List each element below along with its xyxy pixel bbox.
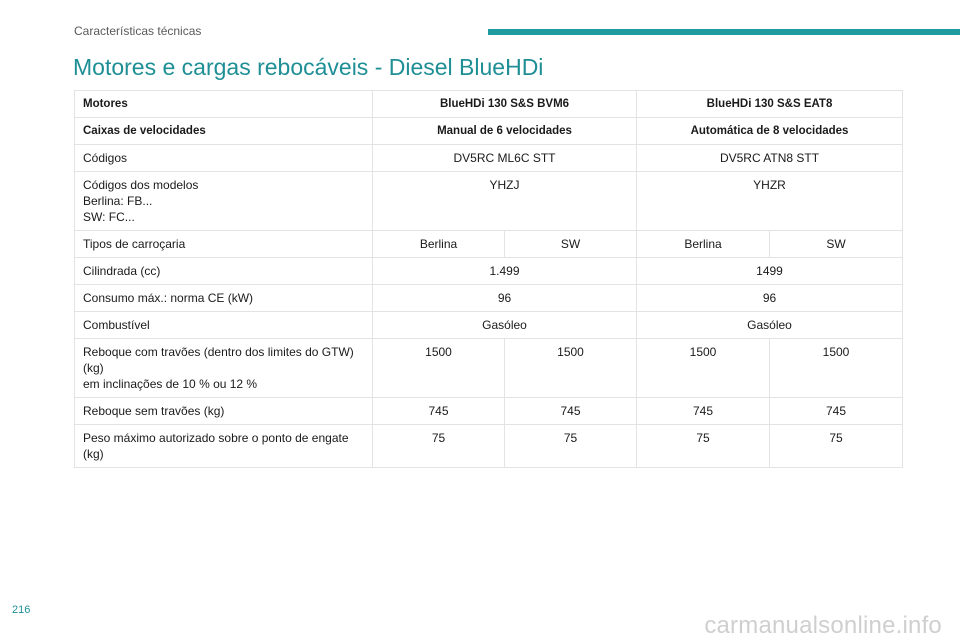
table-cell: 1499 bbox=[637, 258, 903, 285]
table-cell: 75 bbox=[505, 425, 637, 468]
table-row bbox=[75, 312, 903, 339]
table-cell: YHZR bbox=[637, 172, 903, 231]
table-cell: SW bbox=[770, 231, 903, 258]
row-label: Reboque sem travões (kg) bbox=[75, 398, 373, 425]
row-label: Tipos de carroçaria bbox=[75, 231, 373, 258]
row-label bbox=[75, 425, 373, 468]
row-label: Combustível bbox=[75, 312, 373, 339]
table-cell: 1500 bbox=[373, 339, 505, 398]
table-row bbox=[75, 258, 903, 285]
table-cell: Automática de 8 velocidades bbox=[637, 118, 903, 145]
table-cell: 745 bbox=[373, 398, 505, 425]
row-label bbox=[75, 172, 373, 231]
row-label-line: em inclinações de 10 % ou 12 % bbox=[83, 377, 258, 391]
section-label: Características técnicas bbox=[74, 24, 202, 38]
table-row bbox=[75, 172, 903, 231]
table-cell: Gasóleo bbox=[373, 312, 637, 339]
table-cell: 96 bbox=[637, 285, 903, 312]
row-label bbox=[75, 339, 373, 398]
row-label-line: (kg) bbox=[83, 447, 104, 461]
table-row bbox=[75, 91, 903, 118]
table-cell: 745 bbox=[770, 398, 903, 425]
table-cell: DV5RC ATN8 STT bbox=[637, 145, 903, 172]
table-row bbox=[75, 425, 903, 468]
row-label: Consumo máx.: norma CE (kW) bbox=[75, 285, 373, 312]
table-cell: BlueHDi 130 S&S BVM6 bbox=[373, 91, 637, 118]
row-label: Motores bbox=[75, 91, 373, 118]
row-label-line: SW: FC... bbox=[83, 210, 135, 224]
row-label-line: (kg) bbox=[83, 361, 104, 375]
table-cell: 75 bbox=[373, 425, 505, 468]
table-cell: 1500 bbox=[770, 339, 903, 398]
table-cell: YHZJ bbox=[373, 172, 637, 231]
header-accent-bar bbox=[488, 29, 960, 35]
table-row bbox=[75, 118, 903, 145]
row-label-line: Códigos dos modelos bbox=[83, 178, 199, 192]
table-cell: 75 bbox=[637, 425, 770, 468]
row-label-line: Berlina: FB... bbox=[83, 194, 153, 208]
page-number: 216 bbox=[12, 604, 31, 616]
table-cell: 1500 bbox=[637, 339, 770, 398]
watermark: carmanualsonline.info bbox=[704, 612, 942, 639]
table-row bbox=[75, 398, 903, 425]
table-row bbox=[75, 231, 903, 258]
row-label-line: Peso máximo autorizado sobre o ponto de engate bbox=[83, 431, 349, 445]
table-cell: Berlina bbox=[637, 231, 770, 258]
table-cell: BlueHDi 130 S&S EAT8 bbox=[637, 91, 903, 118]
table-cell: Gasóleo bbox=[637, 312, 903, 339]
table-cell: 1500 bbox=[505, 339, 637, 398]
table-row bbox=[75, 339, 903, 398]
row-label-line: Reboque com travões (dentro dos limites do GTW) bbox=[83, 345, 354, 359]
table-cell: 1.499 bbox=[373, 258, 637, 285]
table-cell: 96 bbox=[373, 285, 637, 312]
table-row bbox=[75, 145, 903, 172]
table-cell: 745 bbox=[637, 398, 770, 425]
table-cell: 75 bbox=[770, 425, 903, 468]
page-title: Motores e cargas rebocáveis - Diesel BlueHDi bbox=[73, 54, 544, 80]
table-cell: SW bbox=[505, 231, 637, 258]
table-cell: Manual de 6 velocidades bbox=[373, 118, 637, 145]
table-cell: DV5RC ML6C STT bbox=[373, 145, 637, 172]
table-row bbox=[75, 285, 903, 312]
table-cell: 745 bbox=[505, 398, 637, 425]
table-cell: Berlina bbox=[373, 231, 505, 258]
row-label: Cilindrada (cc) bbox=[75, 258, 373, 285]
row-label: Códigos bbox=[75, 145, 373, 172]
row-label: Caixas de velocidades bbox=[75, 118, 373, 145]
specs-table bbox=[74, 90, 903, 468]
